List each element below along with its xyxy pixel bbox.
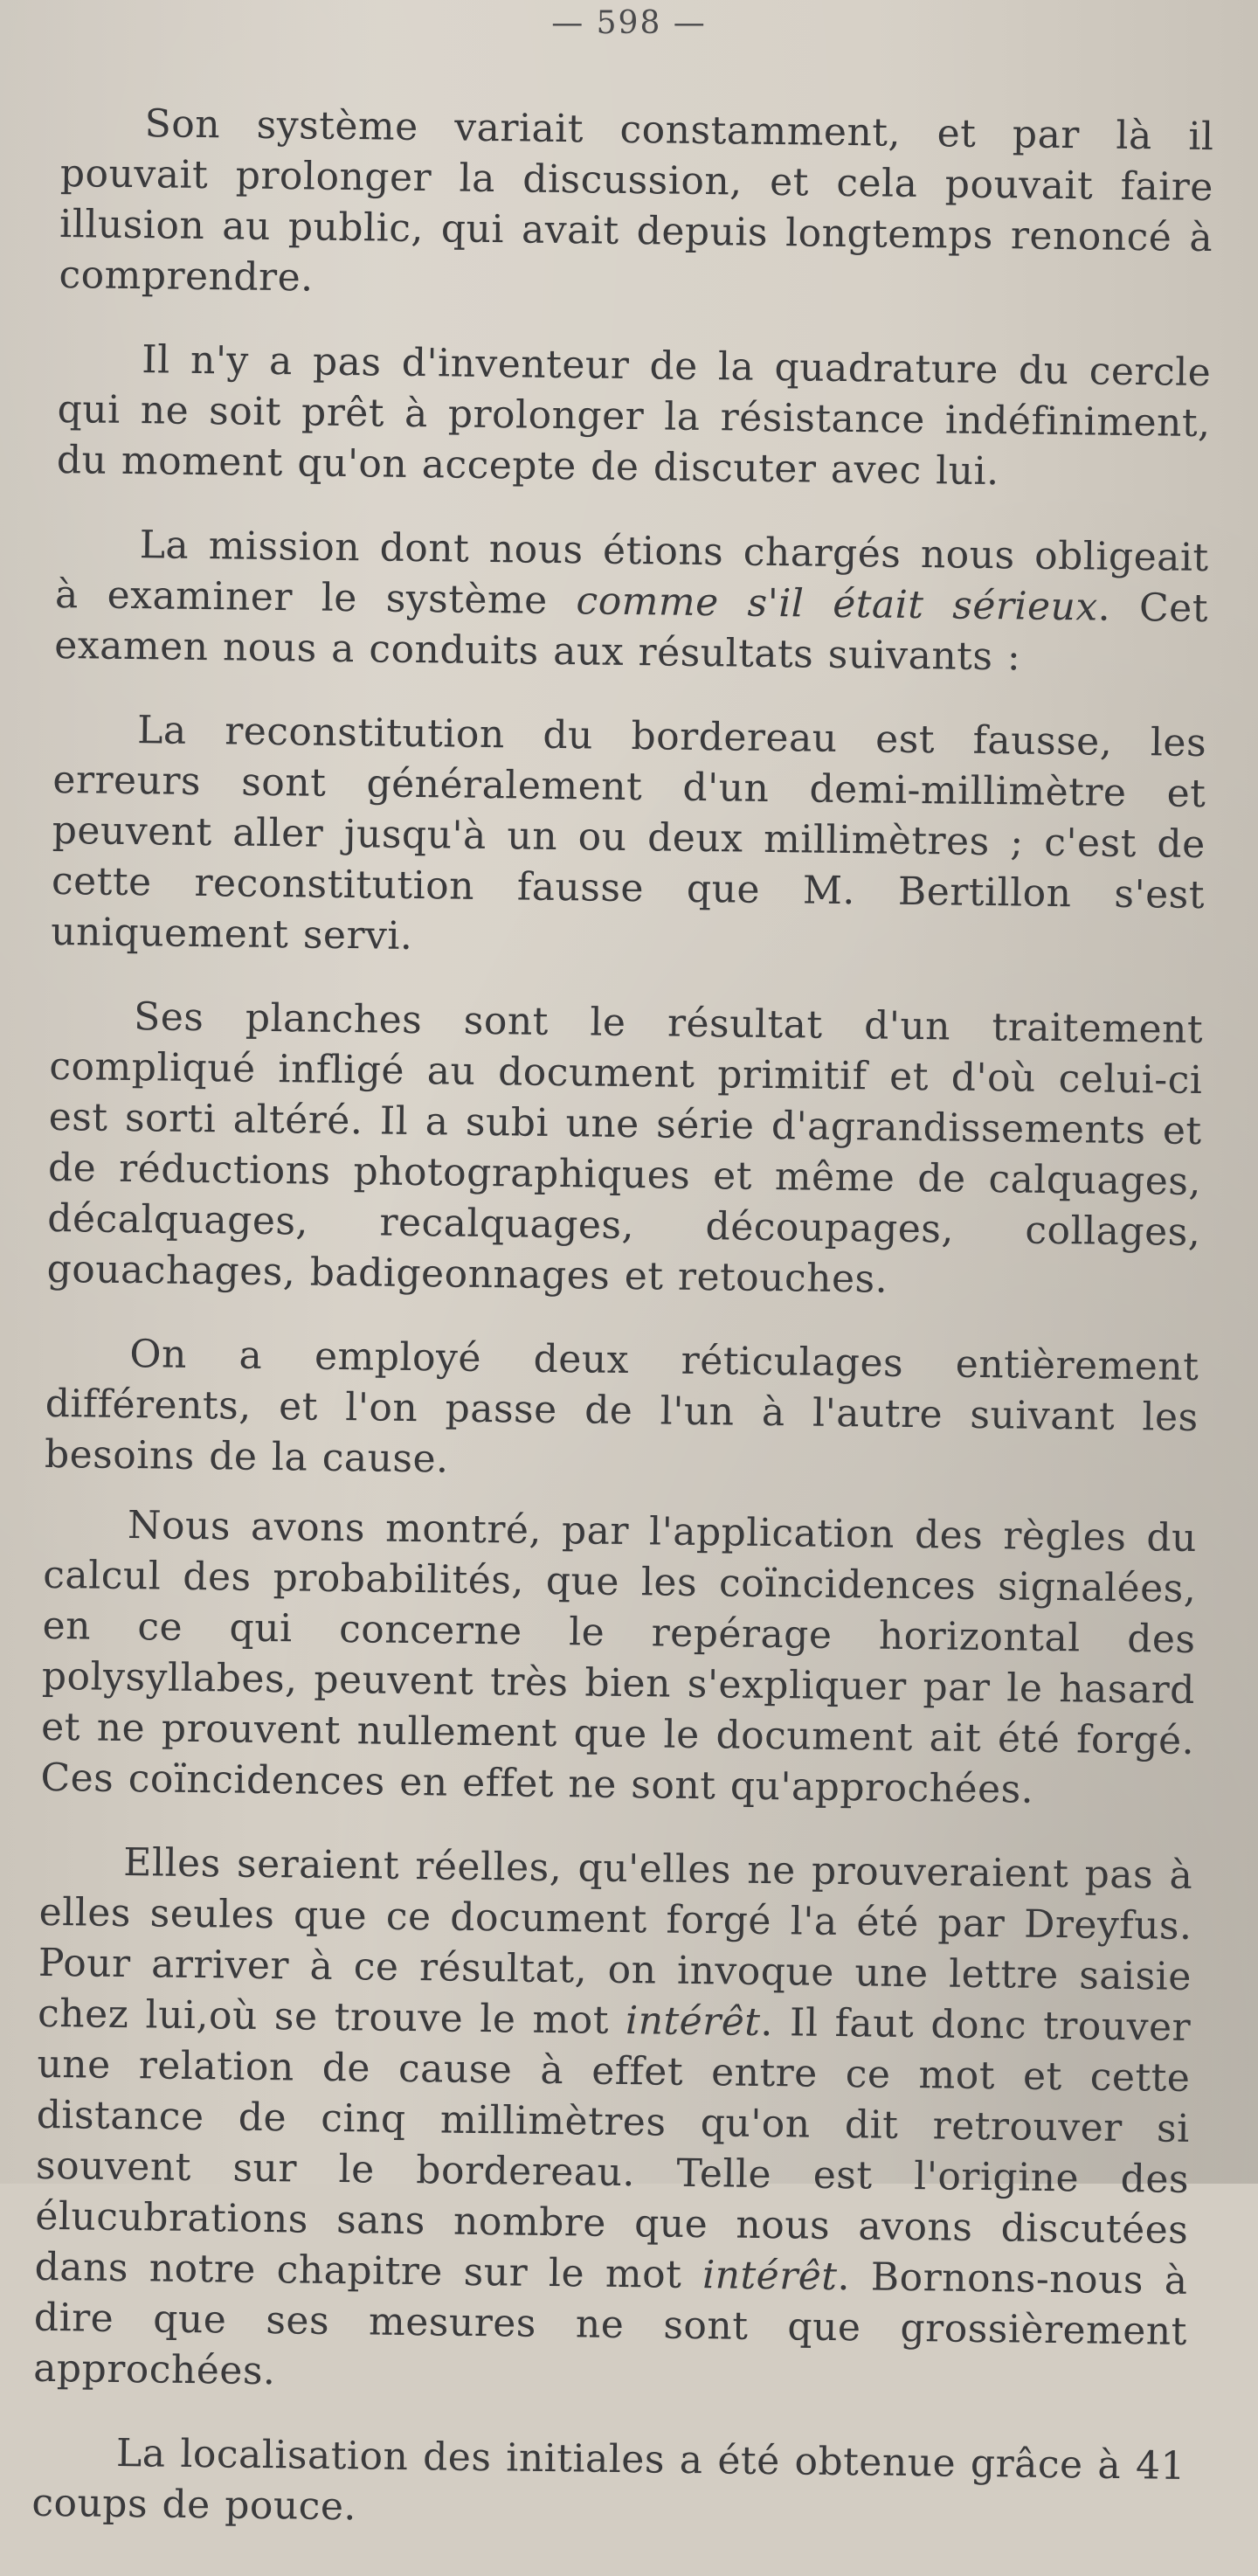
- paragraph-8-text-middle: . Il faut donc trouver une relation de cause à effet entre ce mot et cette distance de cinq millimètres qu'on dit retrouver si souvent sur le bordereau. Telle est l'origine des élucubrations sans nombre que nous avons discutées dans notre chapitre sur le mot: [34, 1999, 1192, 2298]
- paragraph-8-text-start: Elles seraient réelles, qu'elles ne prouveraient pas à elles seules que ce document forgé l'a été par Dreyfus. Pour arriver à ce résultat, on invoque une lettre saisie chez lui,où se trouve le mot: [37, 1840, 1193, 2044]
- paragraph-6: On a employé deux réticulages entièrement différents, et l'on passe de l'un à l'autre suivant les besoins de la cause.: [44, 1332, 1199, 1482]
- paragraph-8-italic-1: intérêt: [625, 1998, 761, 2045]
- paragraph-8-text-end: . Bornons-nous à dire que ses mesures ne sont que grossièrement approchées.: [32, 2254, 1188, 2394]
- paragraph-4: La reconstitution du bordereau est fausse, les erreurs sont généralement d'un demi-millimètre et peuvent aller jusqu'à un ou deux millimètres ; c'est de cette reconstitution fausse que M. Bertillon s'est uniquement servi.: [51, 708, 1207, 959]
- body-text: [31, 98, 1214, 2576]
- paragraph-8: [33, 1837, 1193, 2408]
- paragraph-9: La localisation des initiales a été obtenue grâce à 41 coups de pouce.: [31, 2430, 1186, 2530]
- paragraph-3-text-end: . Cet examen nous a conduits aux résultats suivants :: [54, 585, 1209, 680]
- paragraph-7: Nous avons montré, par l'application des règles du calcul des probabilités, que les coïncidences signalées, en ce qui concerne le repérage horizontal des polysyllabes, peuvent très bien s'expliquer par le hasard et ne prouvent nullement que le document ait été forgé. Ces coïncidences en effet ne sont qu'approchées.: [40, 1503, 1198, 1812]
- paragraph-5: Ses planches sont le résultat d'un traitement compliqué infligé au document primitif et d'où celui-ci est sorti altéré. Il a subi une série d'agrandissements et de réductions photographiques et même de calquages, décalquages, recalquages, découpages, collages, gouachages, badigeonnages et retouches.: [46, 994, 1204, 1302]
- paragraph-3-text-start: La mission dont nous étions chargés nous obligeait à examiner le système: [54, 523, 1209, 624]
- paragraph-3: [54, 519, 1209, 685]
- paragraph-1: Son système variait constamment, et par là il pouvait prolonger la discussion, et cela pouvait faire illusion au public, qui avait depuis longtemps renoncé à comprendre.: [59, 101, 1214, 301]
- paragraph-2: Il n'y a pas d'inventeur de la quadrature du cercle qui ne soit prêt à prolonger la résistance indéfiniment, du moment qu'on accepte de discuter avec lui.: [56, 337, 1212, 495]
- paragraph-8-italic-2: intérêt: [702, 2253, 838, 2300]
- page-number: — 598 —: [551, 5, 707, 41]
- paragraph-3-italic: comme s'il était sérieux: [576, 578, 1099, 630]
